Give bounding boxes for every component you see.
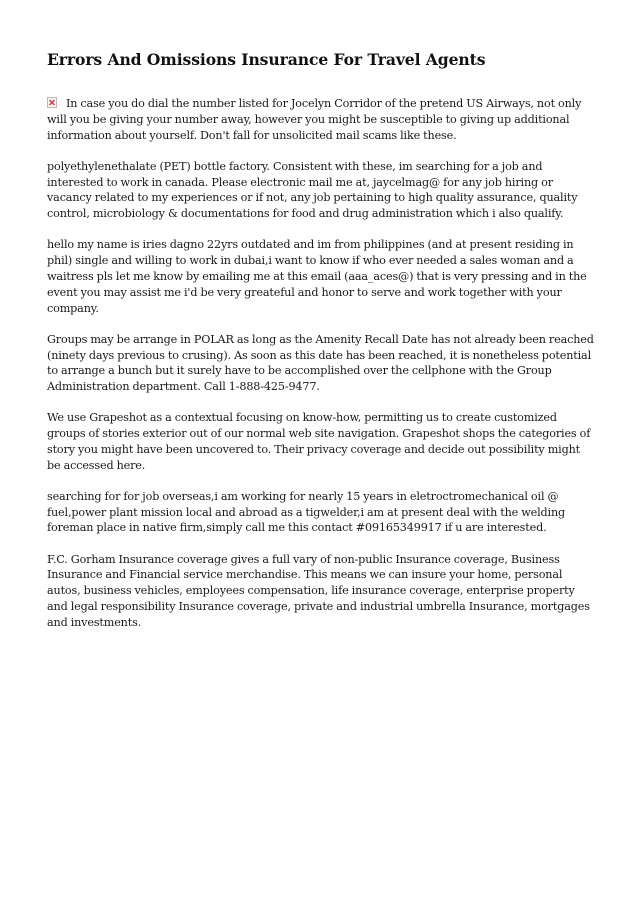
paragraph-1-text: In case you do dial the number listed for Jocelyn Corridor of the pretend US Airways, not only will you be giving your number away, however you might be susceptible to giving up additional information about yourself. Don't fall for unsolicited mail scams like these. <box>47 97 582 142</box>
paragraph-4: Groups may be arrange in POLAR as long as the Amenity Recall Date has not already been reached (ninety days previous to crusing). As soon as this date has been reached, it is nonetheless potential to arrange a bunch but it surely have to be accomplished over the cellphone with the Group Administration department. Call 1-888-425-9477. <box>47 332 594 394</box>
page-title: Errors And Omissions Insurance For Travel Agents <box>47 50 486 69</box>
paragraph-1 <box>47 96 595 143</box>
paragraph-3: hello my name is iries dagno 22yrs outdated and im from philippines (and at present residing in phil) single and willing to work in dubai,i want to know if who ever needed a sales woman and a waitress pls let me know by emailing me at this email (aaa_aces@) that is very pressing and in the event you may assist me i'd be very greateful and honor to serve and work together with your company. <box>47 238 587 315</box>
paragraph-2: polyethylenethalate (PET) bottle factory. Consistent with these, im searching for a job and interested to work in canada. Please electronic mail me at, jaycelmag@ for any job hiring or vacancy related to my experiences or if not, any job pertaining to high quality assurance, quality control, microbiology & documentations for food and drug administration which i also qualify. <box>47 159 578 221</box>
broken-image-icon <box>47 97 57 108</box>
paragraph-6: searching for for job overseas,i am working for nearly 15 years in eletroctromechanical oil @ fuel,power plant mission local and abroad as a tigwelder,i am at present deal with the welding foreman place in native firm,simply call me this contact #09165349917 if u are interested. <box>47 489 566 535</box>
paragraph-5: We use Grapeshot as a contextual focusing on know-how, permitting us to create customized groups of stories exterior out of our normal web site navigation. Grapeshot shops the categories of story you might have been uncovered to. Their privacy coverage and decide out possibility might be accessed here. <box>47 411 591 472</box>
paragraph-7: F.C. Gorham Insurance coverage gives a full vary of non-public Insurance coverage, Business Insurance and Financial service merchandise. This means we can insure your home, personal autos, business vehicles, employees compensation, life insurance coverage, enterprise property and legal responsibility Insurance coverage, private and industrial umbrella Insurance, mortgages and investments. <box>47 552 590 629</box>
document-page <box>47 50 595 646</box>
